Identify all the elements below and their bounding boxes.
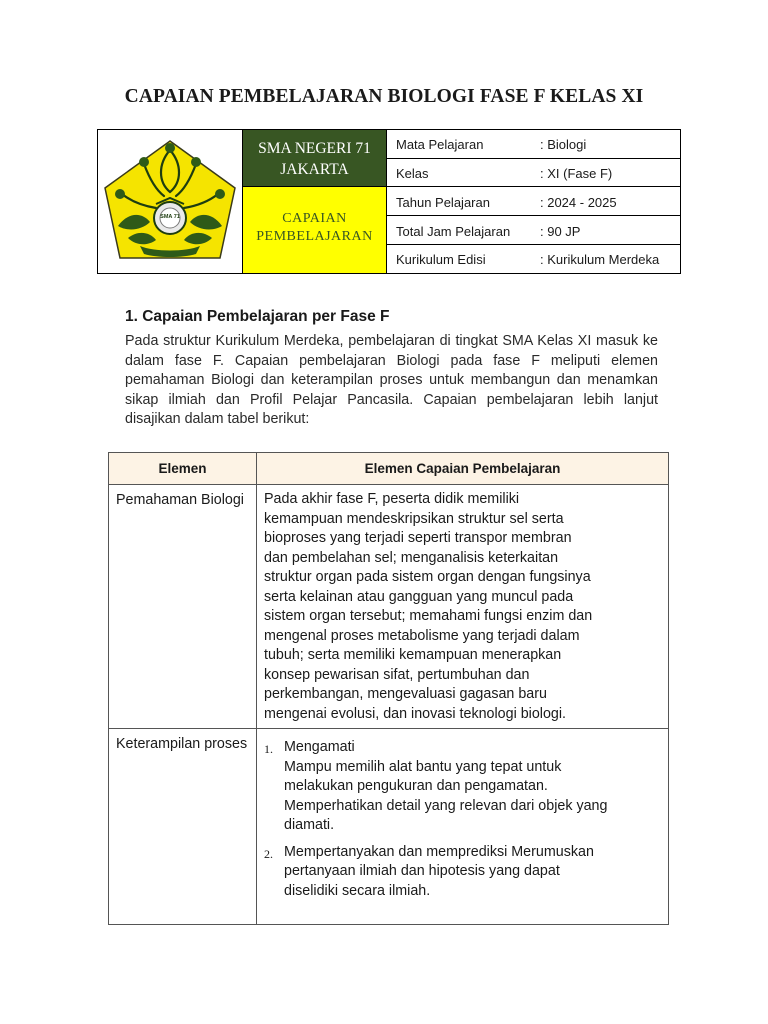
learning-outcomes-table: [108, 452, 669, 925]
info-row-year: [387, 187, 680, 216]
list-item: [264, 843, 661, 902]
info-row-hours: [387, 216, 680, 245]
text-line: Mempertanyakan dan memprediksi Merumuskan: [284, 843, 594, 860]
info-key: Tahun Pelajaran: [396, 195, 490, 210]
section-heading: 1. Capaian Pembelajaran per Fase F: [125, 308, 390, 325]
text-line: konsep pewarisan sifat, pertumbuhan dan: [264, 666, 530, 683]
header-elemen: Elemen: [109, 453, 257, 485]
info-value: : Kurikulum Merdeka: [540, 252, 660, 267]
text-line: bioproses yang terjadi seperti transpor membran: [264, 530, 572, 546]
info-key: Kelas: [396, 166, 429, 181]
text-line: mengenal proses metabolisme yang terjadi dalam: [264, 627, 580, 644]
text-line: perkembangan, mengevaluasi gagasan baru: [264, 686, 547, 702]
info-value: : XI (Fase F): [540, 166, 613, 181]
text-line: kemampuan mendeskripsikan struktur sel serta: [264, 510, 564, 527]
header-table: [97, 129, 681, 274]
elemen-cell: Keterampilan proses: [109, 729, 257, 925]
elemen-cell: Pemahaman Biologi: [109, 485, 257, 729]
school-name-line2: JAKARTA: [280, 161, 349, 178]
list-item-title: Mengamati: [284, 739, 355, 755]
text-line: Memperhatikan detail yang relevan dari objek yang: [284, 797, 608, 814]
capaian-cell: [257, 485, 669, 729]
svg-text:SMA 71: SMA 71: [160, 214, 180, 220]
table-row: [109, 485, 669, 729]
text-line: sistem organ tersebut; memahami fungsi enzim dan: [264, 608, 593, 624]
section-paragraph: Pada struktur Kurikulum Merdeka, pembelajaran di tingkat SMA Kelas XI masuk ke dalam fase F. Capaian pembelajaran Biologi pada fase F meliputi elemen pemahaman Biologi dan keterampilan proses untuk membangun dan menamkan sikap ilmiah dan Profil Pelajar Pancasila. Capaian pembelajaran lebih lanjut disajikan dalam tabel berikut:: [125, 333, 658, 428]
text-line: struktur organ pada sistem organ dengan fungsinya: [264, 569, 591, 585]
text-line: dan pembelahan sel; menganalisis keterkaitan: [264, 549, 559, 566]
text-line: mengenai evolusi, dan inovasi teknologi biologi.: [264, 705, 567, 722]
info-row-subject: [387, 130, 680, 159]
list-number: 2.: [264, 846, 273, 861]
info-value: : 2024 - 2025: [540, 195, 617, 210]
text-line: tubuh; serta memiliki kemampuan menerapkan: [264, 647, 562, 663]
text-line: serta kelainan atau gangguan yang muncul pada: [264, 588, 574, 605]
text-line: Mampu memilih alat bantu yang tepat untuk: [284, 758, 562, 775]
logo-cell: [98, 130, 243, 273]
table-row: [109, 729, 669, 925]
text-line: diselidiki secara ilmiah.: [284, 882, 431, 899]
list-item: [264, 738, 661, 836]
info-key: Mata Pelajaran: [396, 137, 484, 152]
info-row-curriculum: [387, 245, 680, 273]
info-value: : Biologi: [540, 137, 587, 152]
school-name-cell: [243, 130, 387, 187]
school-name-line1: SMA NEGERI 71: [258, 140, 371, 157]
text-line: melakukan pengukuran dan pengamatan.: [284, 778, 548, 794]
info-key: Total Jam Pelajaran: [396, 224, 511, 239]
text-line: Pada akhir fase F, peserta didik memiliki: [264, 491, 520, 507]
capaian-cell: [257, 729, 669, 925]
text-line: pertanyaan ilmiah dan hipotesis yang dapat: [284, 863, 560, 879]
school-logo: [98, 130, 243, 273]
list-number: 1.: [264, 742, 273, 756]
text-line: diamati.: [284, 817, 335, 833]
header-capaian: Elemen Capaian Pembelajaran: [257, 453, 669, 485]
document-title: CAPAIAN PEMBELAJARAN BIOLOGI FASE F KELAS XI: [124, 86, 644, 107]
capaian-line2: PEMBELAJARAN: [256, 229, 373, 244]
capaian-label-cell: [243, 187, 387, 273]
capaian-line1: CAPAIAN: [282, 211, 347, 226]
table-header-row: [109, 453, 669, 485]
info-row-class: [387, 159, 680, 187]
info-value: : 90 JP: [540, 224, 581, 239]
skills-list: [264, 738, 661, 901]
info-key: Kurikulum Edisi: [396, 252, 486, 267]
